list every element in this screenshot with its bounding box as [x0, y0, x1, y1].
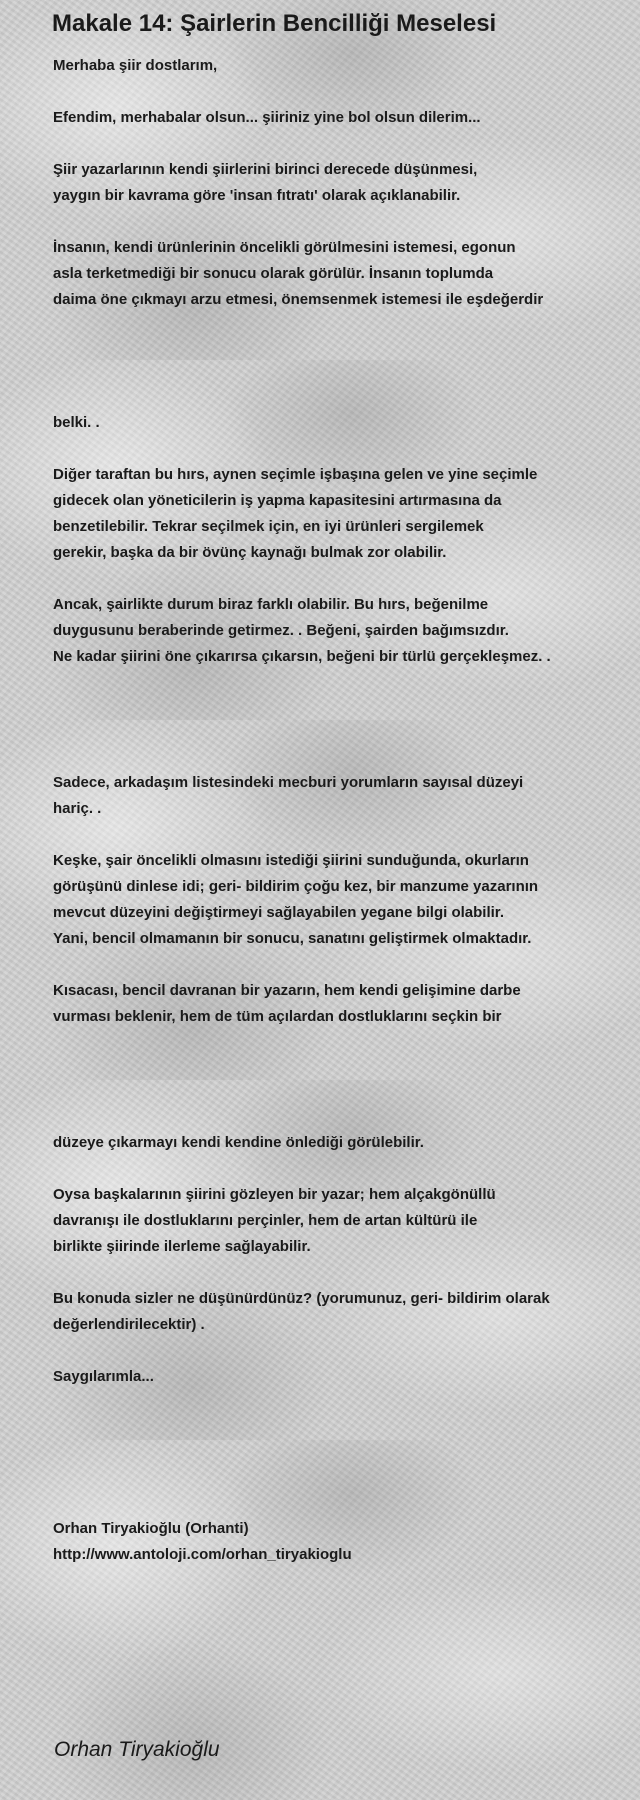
paragraph	[53, 1182, 633, 1260]
text-line: gerekir, başka da bir övünç kaynağı bulmak zor olabilir.	[53, 544, 447, 561]
text-section-4	[53, 1130, 633, 1390]
text-line: belki. .	[53, 414, 100, 431]
paragraph	[53, 410, 633, 436]
paragraph	[53, 978, 633, 1030]
text-line: düzeye çıkarmayı kendi kendine önlediği görülebilir.	[53, 1134, 424, 1151]
text-line: Kısacası, bencil davranan bir yazarın, hem kendi gelişimine darbe	[53, 982, 521, 999]
text-line: Efendim, merhabalar olsun... şiiriniz yine bol olsun dilerim...	[53, 109, 481, 126]
text-line: yaygın bir kavrama göre 'insan fıtratı' olarak açıklanabilir.	[53, 187, 461, 204]
author-name: Orhan Tiryakioğlu (Orhanti)	[53, 1520, 249, 1537]
text-line: birlikte şiirinde ilerleme sağlayabilir.	[53, 1238, 311, 1255]
paragraph	[53, 1286, 633, 1338]
text-line: Diğer taraftan bu hırs, aynen seçimle işbaşına gelen ve yine seçimle	[53, 466, 538, 483]
text-line: asla terketmediği bir sonucu olarak görülür. İnsanın toplumda	[53, 265, 494, 282]
text-line: Şiir yazarlarının kendi şiirlerini birinci derecede düşünmesi,	[53, 161, 478, 178]
paragraph	[53, 848, 633, 952]
paragraph	[53, 1130, 633, 1156]
text-line: hariç. .	[53, 800, 102, 817]
paragraph	[53, 235, 633, 313]
page-title: Makale 14: Şairlerin Bencilliği Meselesi	[52, 10, 497, 37]
text-line: Bu konuda sizler ne düşünürdünüz? (yorumunuz, geri- bildirim olarak	[53, 1290, 550, 1307]
text-section-3	[53, 770, 633, 1030]
text-line: Ancak, şairlikte durum biraz farklı olabilir. Bu hırs, beğenilme	[53, 596, 489, 613]
text-line: değerlendirilecektir) .	[53, 1316, 205, 1333]
text-section-5	[53, 1516, 633, 1568]
author-url: http://www.antoloji.com/orhan_tiryakioglu	[53, 1546, 352, 1563]
paragraph-salutation	[53, 105, 633, 131]
text-line: vurması beklenir, hem de tüm açılardan dostluklarını seçkin bir	[53, 1008, 502, 1025]
text-line: Ne kadar şiirini öne çıkarırsa çıkarsın, beğeni bir türlü gerçekleşmez. .	[53, 648, 551, 665]
text-line: daima öne çıkmayı arzu etmesi, önemsenmek istemesi ile eşdeğerdir	[53, 291, 544, 308]
text-line: Saygılarımla...	[53, 1368, 154, 1385]
paragraph	[53, 592, 633, 670]
text-line: duygusunu beraberinde getirmez. . Beğeni, şairden bağımsızdır.	[53, 622, 509, 639]
text-line: benzetilebilir. Tekrar seçilmek için, en iyi ürünleri sergilemek	[53, 518, 484, 535]
paragraph-greeting	[53, 53, 633, 79]
text-line: görüşünü dinlese idi; geri- bildirim çoğu kez, bir manzume yazarının	[53, 878, 539, 895]
text-line: gidecek olan yöneticilerin iş yapma kapasitesini artırmasına da	[53, 492, 502, 509]
author-info	[53, 1516, 633, 1568]
text-line: Oysa başkalarının şiirini gözleyen bir yazar; hem alçakgönüllü	[53, 1186, 496, 1203]
author-signature: Orhan Tiryakioğlu	[54, 1738, 220, 1761]
paragraph	[53, 157, 633, 209]
text-line: İnsanın, kendi ürünlerinin öncelikli görülmesini istemesi, egonun	[53, 239, 516, 256]
text-line: Yani, bencil olmamanın bir sonucu, sanatını geliştirmek olmaktadır.	[53, 930, 532, 947]
text-line: Sadece, arkadaşım listesindeki mecburi yorumların sayısal düzeyi	[53, 774, 524, 791]
paragraph-closing	[53, 1364, 633, 1390]
paragraph	[53, 770, 633, 822]
paragraph	[53, 462, 633, 566]
text-line: Merhaba şiir dostlarım,	[53, 57, 218, 74]
text-section-1	[53, 53, 633, 313]
text-section-2	[53, 410, 633, 670]
text-line: davranışı ile dostluklarını perçinler, hem de artan kültürü ile	[53, 1212, 478, 1229]
text-line: Keşke, şair öncelikli olmasını istediği şiirini sunduğunda, okurların	[53, 852, 529, 869]
text-line: mevcut düzeyini değiştirmeyi sağlayabilen yegane bilgi olabilir.	[53, 904, 504, 921]
